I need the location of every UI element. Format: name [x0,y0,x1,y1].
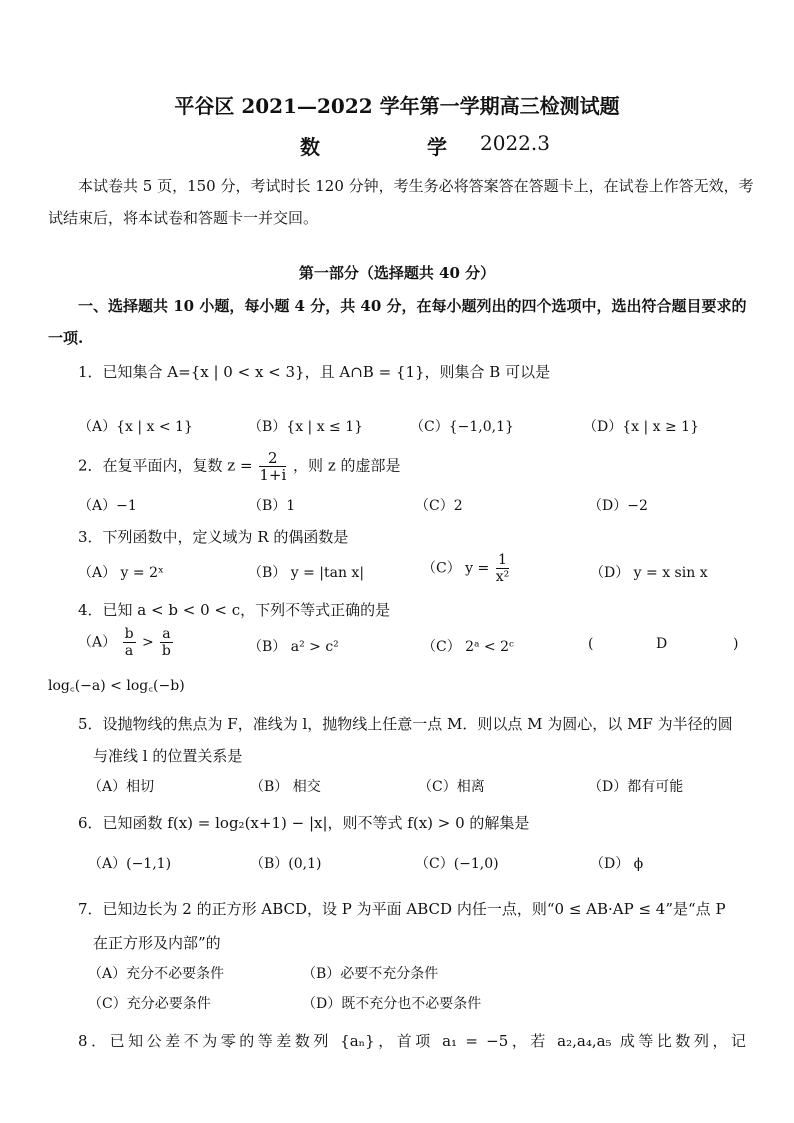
question-4-option-a-numerator-1: b [124,626,134,642]
question-7-stem-continued: 在正方形及内部”的 [93,934,221,952]
question-1-option-d: （D）{x | x ≥ 1} [583,419,699,435]
question-2-fraction-numerator: 2 [259,450,286,467]
question-2-fraction [259,450,286,483]
part-one-title: 第一部分（选择题共 40 分） [298,264,496,282]
question-6-option-d: （D） ϕ [590,856,644,872]
question-1-option-b: （B）{x | x ≤ 1} [248,419,364,435]
subject-label: 数 学 [300,135,497,159]
question-4-option-a-denominator-1: a [124,643,134,659]
question-5-option-b: （B） 相交 [250,779,321,795]
question-2-stem [78,450,401,483]
question-5-stem: 5．设抛物线的焦点为 F，准线为 l，抛物线上任意一点 M．则以点 M 为圆心，以 MF 为半径的圆 [78,715,733,733]
question-5-option-d: （D）都有可能 [588,779,684,795]
exam-title: 平谷区 2021—2022 学年第一学期高三检测试题 [174,94,620,118]
question-3-option-b: （B） y = |tan x| [248,565,365,581]
question-1-stem: 1．已知集合 A={x | 0 < x < 3}，且 A∩B = {1}，则集合 B 可以是 [78,363,551,381]
question-2-option-b: （B）1 [248,498,296,514]
question-2-option-a: （A）−1 [78,498,137,514]
question-7-option-c: （C）充分必要条件 [88,996,211,1012]
question-1-option-a: （A）{x | x < 1} [78,419,193,435]
question-6-option-a: （A）(−1,1) [88,856,172,872]
question-6-stem: 6．已知函数 f(x) = log₂(x+1) − |x|，则不等式 f(x) > 0 的解集是 [78,814,530,832]
question-4-option-d-close-paren: ) [733,636,739,652]
question-2-stem-after: ，则 z 的虚部是 [293,456,401,475]
question-4-option-a-numerator-2: a [162,626,171,642]
question-2-stem-before: 2．在复平面内，复数 z = [78,456,253,475]
question-4-option-d-text: log꜀(−a) < log꜀(−b) [48,678,185,694]
question-3-option-c [422,552,511,585]
question-5-option-c: （C）相离 [418,779,485,795]
question-4-option-c: （C） 2ᵃ < 2ᶜ [422,639,514,655]
question-2-fraction-denominator: 1+i [259,466,287,484]
question-5-stem-continued: 与准线 l 的位置关系是 [93,747,243,765]
question-7-option-d: （D）既不充分也不必要条件 [302,996,482,1012]
question-3-option-c-numerator: 1 [496,552,510,569]
question-3-option-c-label: （C） y = [422,560,490,577]
exam-instructions: 本试卷共 5 页，150 分，考试时长 120 分钟，考生务必将答案答在答题卡上，在试卷上作答无效，考试结束后，将本试卷和答题卡一并交回。 [48,177,754,227]
question-4-option-a-relation: > [142,634,154,651]
question-4-option-a [78,626,175,659]
question-6-option-c: （C）(−1,0) [415,856,499,872]
question-4-stem: 4．已知 a < b < 0 < c，下列不等式正确的是 [78,601,391,619]
question-4-option-d-open-paren: ( [588,636,594,652]
question-4-option-d-label: D [656,636,668,652]
subject-line [300,131,550,160]
question-7-stem: 7．已知边长为 2 的正方形 ABCD，设 P 为平面 ABCD 内任一点，则“0 ≤ AB·AP ≤ 4”是“点 P [78,900,726,918]
question-2-option-c: （C）2 [415,498,463,514]
question-5-option-a: （A）相切 [88,779,155,795]
question-3-option-c-denominator: x² [495,569,510,585]
question-7-option-b: （B）必要不充分条件 [302,966,439,982]
question-3-option-c-fraction [496,552,510,585]
question-4-option-a-denominator-2: b [161,643,171,659]
question-2-option-d: （D）−2 [588,498,648,514]
question-7-option-a: （A）充分不必要条件 [88,966,225,982]
question-1-option-c: （C）{−1,0,1} [410,419,514,435]
section-one-instructions: 一、选择题共 10 小题，每小题 4 分，共 40 分，在每小题列出的四个选项中，选出符合题目要求的一项. [48,297,747,347]
question-4-option-a-label: （A） [78,634,117,651]
exam-date: 2022.3 [480,131,550,155]
question-3-option-a: （A） y = 2ˣ [78,565,164,581]
question-6-option-b: （B）(0,1) [250,856,322,872]
question-8-stem: 8．已知公差不为零的等差数列 {aₙ}，首项 a₁ = −5，若 a₂,a₄,a₅ 成等比数列，记 [78,1032,746,1050]
question-4-option-a-fraction-1 [123,626,136,659]
question-3-stem: 3．下列函数中，定义域为 R 的偶函数是 [78,528,349,546]
question-4-option-b: （B） a² > c² [248,639,339,655]
question-3-option-d: （D） y = x sin x [590,565,708,581]
question-4-option-a-fraction-2 [160,626,172,659]
